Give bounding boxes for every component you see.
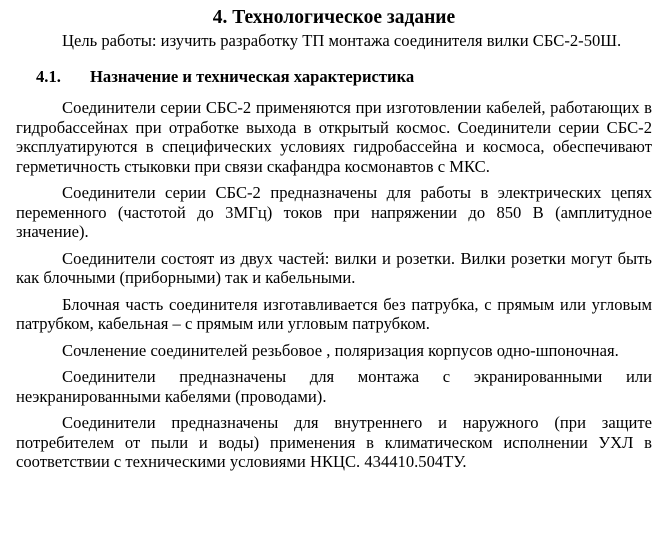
- goal-text: Цель работы: изучить разработку ТП монтажа соединителя вилки СБС-2-50Ш.: [62, 31, 622, 50]
- paragraph: Соединители состоят из двух частей: вилки и розетки. Вилки розетки могут быть как блочными (приборными) так и кабельными.: [16, 248, 652, 287]
- paragraph: Соединители предназначены для монтажа с экранированными или неэкранированными кабелями (проводами).: [16, 367, 652, 406]
- document-page: [16, 0, 652, 479]
- paragraph: Соединители серии СБС-2 применяются при изготовлении кабелей, работающих в гидробассейнах при отработке выхода в открытый космос. Соединители серии СБС-2 эксплуатируются в специфических условиях гидробассейна и космоса, обеспечивают герметичность стыковки при связи скафандра космонавтов с МКС.: [16, 98, 652, 176]
- chapter-title: 4. Технологическое задание: [212, 7, 456, 28]
- section-title: Назначение и техническая характеристика: [90, 67, 415, 86]
- paragraph: Блочная часть соединителя изготавливается без патрубка, с прямым или угловым патрубком, кабельная – с прямым или угловым патрубком.: [16, 294, 652, 333]
- section-number: 4.1.: [36, 67, 61, 86]
- paragraph: Соединители предназначены для внутреннего и наружного (при защите потребителем от пыли и воды) применения в климатическом исполнении УХЛ в соответствии с техническими условиями НКЦС. 434410.504ТУ.: [16, 413, 652, 471]
- paragraph: Соединители серии СБС-2 предназначены для работы в электрических цепях переменного (частотой до 3МГц) токов при напряжении до 850 В (амплитудное значение).: [16, 183, 652, 241]
- paragraph: Сочленение соединителей резьбовое , поляризация корпусов одно-шпоночная.: [62, 340, 619, 360]
- section-heading: [16, 66, 652, 88]
